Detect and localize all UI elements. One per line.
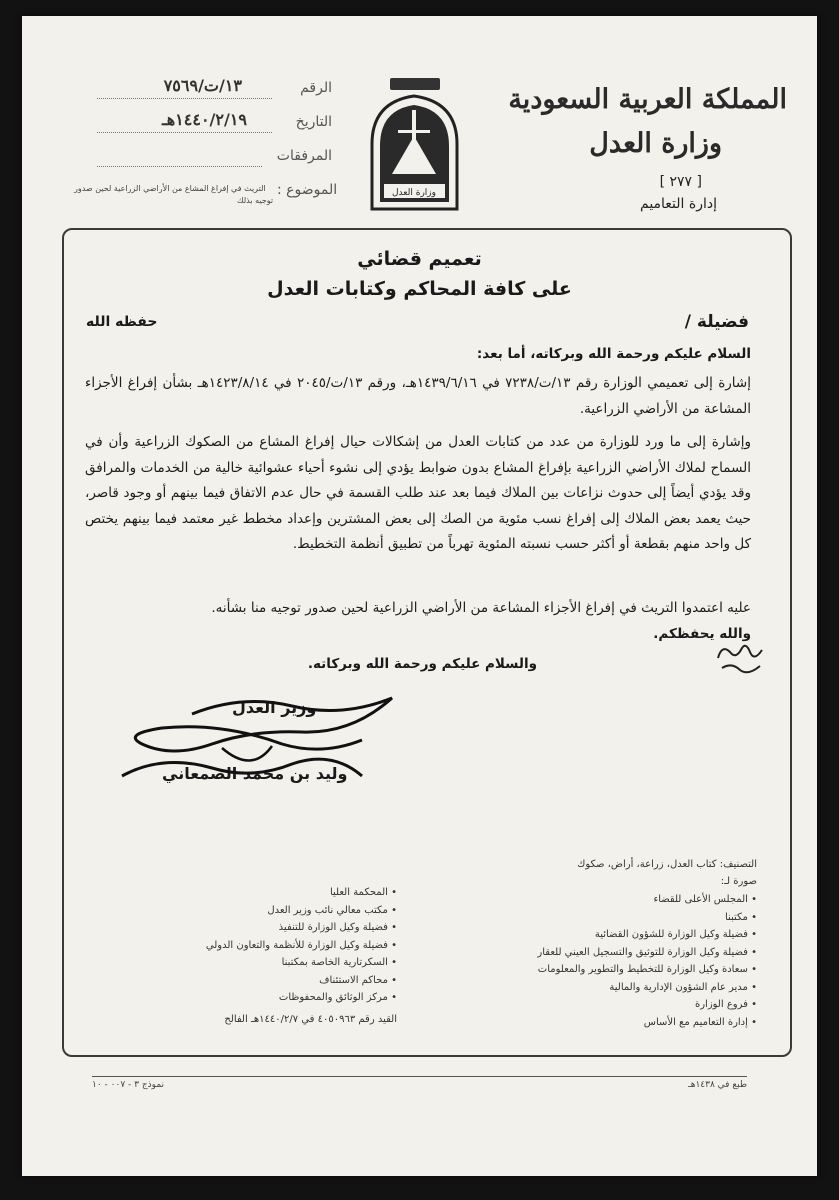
closing-prayer: والله يحفظكم. (653, 626, 751, 642)
ministry-name: وزارة العدل (589, 128, 722, 159)
paragraph-reference: إشارة إلى تعميمي الوزارة رقم ١٣/ت/٧٢٣٨ في ١٤٣٩/٦/١٦هـ، ورقم ١٣/ت/٢٠٤٥ في ١٤٢٣/٨/١٤هـ بشأن إفراغ الأجزاء المشاعة من الأراضي الزراعية. (85, 375, 751, 417)
blessing: حفظه الله (86, 314, 158, 330)
print-note: طبع في ١٤٣٨هـ (688, 1080, 747, 1090)
subject-label: الموضوع : (277, 182, 338, 198)
department-name: إدارة التعاميم (640, 196, 717, 212)
closing-greeting: والسلام عليكم ورحمة الله وبركاته. (307, 656, 537, 672)
list-item: • المجلس الأعلى للقضاء (537, 891, 757, 909)
salutation: فضيلة / (684, 312, 749, 332)
classification: التصنيف: كتاب العدل، زراعة، أراض، صكوك (577, 859, 757, 870)
subject-value-2: توجيه بذلك (237, 196, 274, 205)
number-value: ١٣/ت/٧٥٦٩ (163, 76, 242, 95)
kingdom-name: المملكة العربية السعودية (508, 84, 787, 115)
list-item: • فضيلة وكيل الوزارة للشؤون القضائية (537, 926, 757, 944)
registry-note: القيد رقم ٤٠٥٠٩٦٣ في ١٤٤٠/٢/٧هـ الفالح (224, 1014, 397, 1025)
list-item: • مدير عام الشؤون الإدارية والمالية (537, 979, 757, 997)
list-item: • إدارة التعاميم مع الأساس (537, 1014, 757, 1032)
reference-fields (92, 76, 332, 180)
list-item: • مكتبنا (537, 909, 757, 927)
distribution-list-primary (537, 891, 757, 1031)
initials-mark-icon (710, 638, 770, 678)
list-item: • فضيلة وكيل الوزارة للأنظمة والتعاون الدولي (206, 937, 397, 955)
handwritten-signature-icon (102, 684, 422, 794)
footer-rule (92, 1076, 747, 1077)
signer-title: وزير العدل (232, 698, 317, 717)
date-value: ١٤٤٠/٢/١٩هـ (162, 110, 247, 129)
list-item: • السكرتارية الخاصة بمكتبنا (206, 954, 397, 972)
signer-name: وليد بن محمد الصمعاني (162, 764, 348, 783)
circular-code: [ ٢٧٧ ] (659, 174, 702, 190)
ministry-emblem-icon (362, 74, 467, 216)
number-label: الرقم (300, 80, 332, 96)
list-item: • فضيلة وكيل الوزارة للتوثيق والتسجيل العيني للعقار (537, 944, 757, 962)
greeting: السلام عليكم ورحمة الله وبركاته، أما بعد: (476, 346, 751, 362)
list-item: • محاكم الاستئناف (206, 972, 397, 990)
list-item: • المحكمة العليا (206, 884, 397, 902)
date-label: التاريخ (295, 114, 332, 130)
document-subtitle: على كافة المحاكم وكتابات العدل (267, 278, 572, 300)
form-number: نموذج ٣ - ٠٠٧ - ١٠ (92, 1080, 165, 1090)
list-item: • فروع الوزارة (537, 996, 757, 1014)
list-item: • سعادة وكيل الوزارة للتخطيط والتطوير والمعلومات (537, 961, 757, 979)
document-page (22, 16, 817, 1176)
copy-to-label: صورة لـ: (720, 876, 757, 887)
list-item: • مركز الوثائق والمحفوظات (206, 989, 397, 1007)
emblem-label: وزارة العدل (392, 188, 436, 198)
list-item: • مكتب معالي نائب وزير العدل (206, 902, 397, 920)
paragraph-reasoning: وإشارة إلى ما ورد للوزارة من عدد من كتابات العدل من إشكالات حيال إفراغ المشاع من الصكوك الزراعية وأن في السماح لملاك الأراضي الزراعية بإفراغ المشاع بدون ضوابط يؤدي إلى نشوء أحياء عشوائية خالية من الخدمات والمرافق وقد يؤدي أيضاً إلى حدوث نزاعات بين الملاك فيما بعد عند طلب القسمة في حال عدم الاتفاق فيما بينهم أو وجود قاصر، حيث يعمد بعض الملاك إلى إفراغ نسب مئوية من الصك إلى بعض المشترين وإعداد مخطط غير معتمد فيما بينهم يختص كل واحد منهم بقطعة أو أكثر حسب نسبته المئوية تهرباً من تطبيق أنظمة التخطيط. (85, 434, 751, 552)
list-item: • فضيلة وكيل الوزارة للتنفيذ (206, 919, 397, 937)
attachments-label: المرفقات (276, 148, 332, 164)
subject-value: التريث في إفراغ المشاع من الأراضي الزراعية لحين صدور (74, 184, 266, 193)
document-title: تعميم قضائي (357, 248, 482, 270)
paragraph-directive: عليه اعتمدوا التريث في إفراغ الأجزاء المشاعة من الأراضي الزراعية لحين صدور توجيه منا بشأنه. (211, 600, 751, 616)
distribution-list-secondary (206, 884, 397, 1007)
